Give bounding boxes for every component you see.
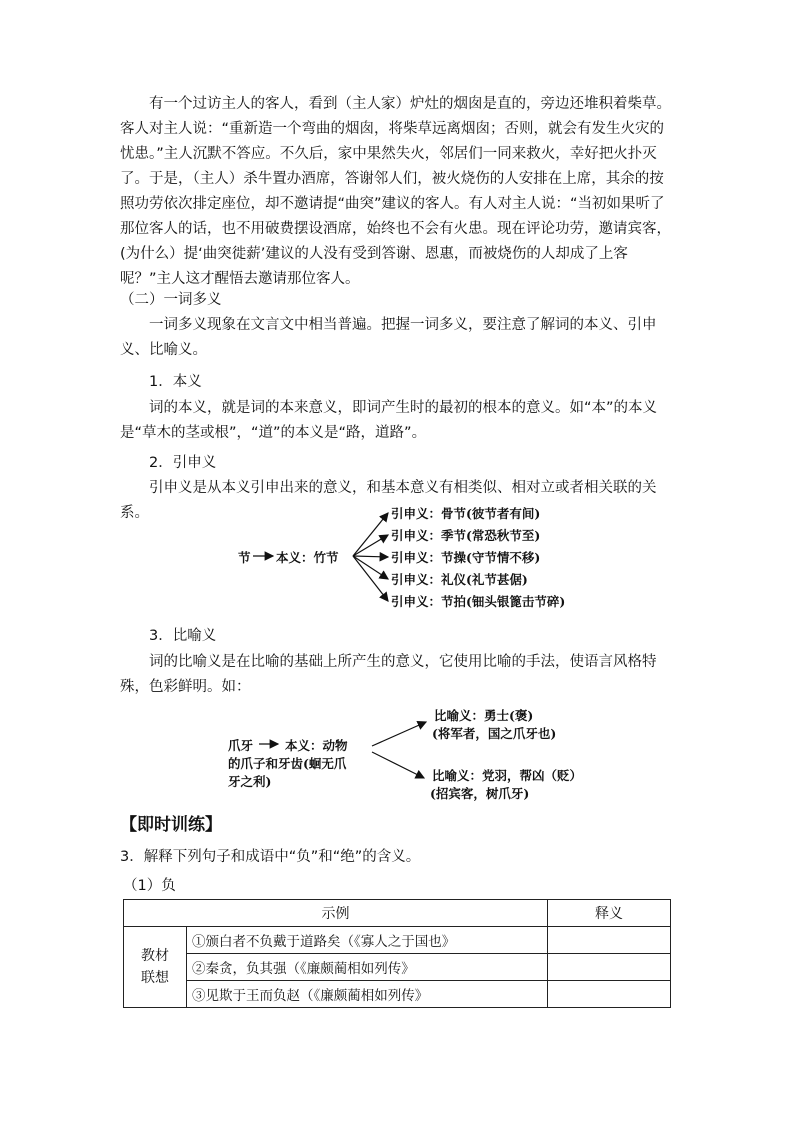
diagram2-upper-line2: (将军者，国之爪牙也) [432,726,557,741]
answer-cell[interactable] [548,954,671,981]
yinshen-heading: 2．引申义 [149,455,217,471]
diagram2-upper-line1: 比喻义：勇士(褒) [434,708,534,723]
story-paragraph: 有一个过访主人的客人，看到（主人家）炉灶的烟囱是直的，旁边还堆积着柴草。客人对主人说：“重新造一个弯曲的烟囱，将柴草远离烟囱；否则，就会有发生火灾的忧患。”主人沉默不答应。不久后，家中果然失火，邻居们一同来救火，幸好把火扑灭了。于是，（主人）杀牛置办酒席，答谢邻人们，被火烧伤的人安排在上席，其余的按照功劳依次排定座位，却不邀请提“曲突”建议的客人。有人对主人说：“当初如果听了那位客人的话，也不用破费摆设酒席，始终也不会有火患。现在评论功劳，邀请宾客，(为什么）提‘曲突徙薪’建议的人没有受到答谢、恩惠，而被烧伤的人却成了上客呢？”主人这才醒悟去邀请那位客人。 [120,96,671,287]
diagram2-lower-arrow [372,752,424,778]
exercise-table [123,899,671,1008]
diagram2-lower-line2: (招宾客，树爪牙) [430,786,530,801]
diagram1-branch: 引申义：季节(常恐秋节至) [391,528,541,543]
biyu-text: 词的比喻义是在比喻的基础上所产生的意义，它使用比喻的手法，使语言风格特殊，色彩鲜明。如： [120,654,657,695]
diagram1-branch-arrow [353,513,388,556]
col-meaning-header: 释义 [548,900,671,927]
group-label [124,927,187,1008]
training-title: 【即时训练】 [120,815,222,835]
diagram1-branch: 引申义：节操(守节情不移) [391,550,541,565]
section-intro: 一词多义现象在文言文中相当普遍。把握一词多义，要注意了解词的本义、引申义、比喻义。 [120,317,657,358]
diagram2-base-line2: 的爪子和牙齿(蛔无爪 [228,756,347,771]
group-label-line2: 联想 [141,970,169,986]
benyi-text: 词的本义，就是词的本来意义，即词产生时的最初的根本的意义。如“本”的本义是“草木的茎或根”，“道”的本义是“路，道路”。 [120,400,658,441]
table-row [124,927,671,954]
benyi-heading: 1．本义 [149,374,202,390]
diagram1-branch-arrow [353,556,388,557]
diagram1-branch-arrow [353,556,388,601]
diagram2-base-line1: 本义：动物 [285,738,348,753]
diagram1-base: 本义：竹节 [276,550,339,565]
diagram2-base-line3: 牙之利) [228,774,272,789]
table-row [124,954,671,981]
answer-cell[interactable] [548,981,671,1008]
yinshen-text: 引申义是从本义引申出来的意义，和基本意义有相类似、相对立或者相关联的关系。 [120,480,657,521]
diagram1-branch-arrow [353,556,388,579]
diagram1-branch: 引申义：骨节(彼节者有间) [391,506,541,521]
example-cell: ②秦贪，负其强（《廉颇蔺相如列传》 [187,954,548,981]
section-title: （二）一词多义 [120,292,222,308]
diagram1-branch-arrow [353,535,388,556]
example-cell: ①颁白者不负戴于道路矣（《寡人之于国也》 [187,927,548,954]
example-cell: ③见欺于王而负赵（《廉颇蔺相如列传》 [187,981,548,1008]
training-question: 3．解释下列句子和成语中“负”和“绝”的含义。 [120,849,421,865]
training-sub: （1）负 [123,878,176,894]
answer-cell[interactable] [548,927,671,954]
biyu-heading: 3．比喻义 [149,628,217,644]
diagram1-branch: 引申义：礼仪(礼节甚倨) [391,572,528,587]
col-example-header: 示例 [124,900,548,927]
diagram2-root: 爪牙 [228,738,254,753]
diagram2-upper-arrow [372,722,426,746]
diagram1-root: 节 [238,550,251,565]
table-row [124,981,671,1008]
table-header-row [124,900,671,927]
diagram2-lower-line1: 比喻义：党羽，帮凶（贬） [432,768,583,783]
diagram1-branch: 引申义：节拍(钿头银篦击节碎) [391,594,566,609]
group-label-line1: 教材 [141,948,169,964]
